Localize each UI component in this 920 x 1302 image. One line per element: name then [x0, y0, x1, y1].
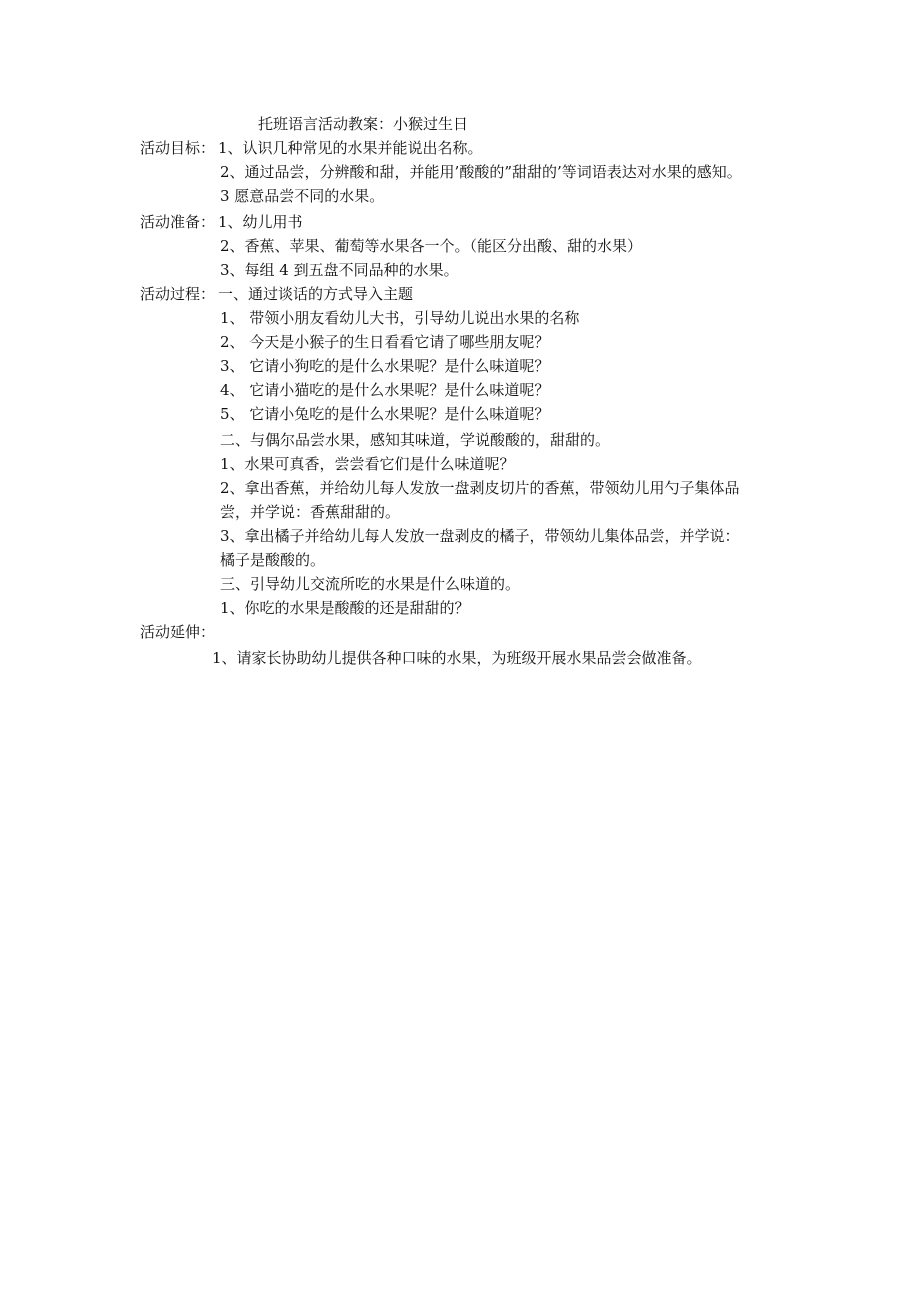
- process-section3-item-1: 1、你吃的水果是酸酸的还是甜甜的？: [220, 599, 470, 617]
- process-section1-item-5: 5、 它请小兔吃的是什么水果呢？是什么味道呢？: [220, 405, 550, 423]
- process-section3-heading: 三、引导幼儿交流所吃的水果是什么味道的。: [220, 575, 521, 593]
- process-section2-item-2-cont: 尝，并学说：香蕉甜甜的。: [220, 503, 401, 521]
- goal-item-3: 3 愿意品尝不同的水果。: [220, 187, 385, 205]
- goal-item-2: 2、通过品尝，分辨酸和甜，并能用’酸酸的”甜甜的’等词语表达对水果的感知。: [220, 163, 742, 181]
- process-section1-heading: 一、通过谈话的方式导入主题: [218, 285, 414, 303]
- process-label: 活动过程：: [140, 285, 216, 303]
- process-section1-item-2: 2、 今天是小猴子的生日看看它请了哪些朋友呢？: [220, 333, 550, 351]
- goals-label: 活动目标：: [140, 139, 216, 157]
- process-section1-item-4: 4、 它请小猫吃的是什么水果呢？是什么味道呢？: [220, 381, 550, 399]
- process-section2-heading: 二、与偶尔品尝水果，感知其味道，学说酸酸的，甜甜的。: [220, 431, 611, 449]
- preparation-item-2: 2、香蕉、苹果、葡萄等水果各一个。（能区分出酸、甜的水果）: [220, 237, 643, 255]
- process-section2-item-2: 2、拿出香蕉，并给幼儿每人发放一盘剥皮切片的香蕉，带领幼儿用勺子集体品: [220, 479, 740, 497]
- process-section2-item-1: 1、水果可真香，尝尝看它们是什么味道呢？: [220, 455, 515, 473]
- process-section2-item-3-cont: 橘子是酸酸的。: [220, 551, 326, 569]
- process-section1-item-1: 1、 带领小朋友看幼儿大书，引导幼儿说出水果的名称: [220, 309, 580, 327]
- preparation-item-3: 3、每组 4 到五盘不同品种的水果。: [220, 261, 459, 279]
- goal-item-1: 1、认识几种常见的水果并能说出名称。: [218, 139, 483, 157]
- document-title: 托班语言活动教案：小猴过生日: [258, 115, 469, 133]
- process-section2-item-3: 3、拿出橘子并给幼儿每人发放一盘剥皮的橘子，带领幼儿集体品尝，并学说：: [220, 527, 740, 545]
- preparation-item-1: 1、幼儿用书: [218, 213, 303, 231]
- preparation-label: 活动准备：: [140, 213, 216, 231]
- extension-label: 活动延伸：: [140, 623, 216, 641]
- process-section1-item-3: 3、 它请小狗吃的是什么水果呢？是什么味道呢？: [220, 357, 550, 375]
- extension-item-1: 1、请家长协助幼儿提供各种口味的水果，为班级开展水果品尝会做准备。: [212, 649, 702, 667]
